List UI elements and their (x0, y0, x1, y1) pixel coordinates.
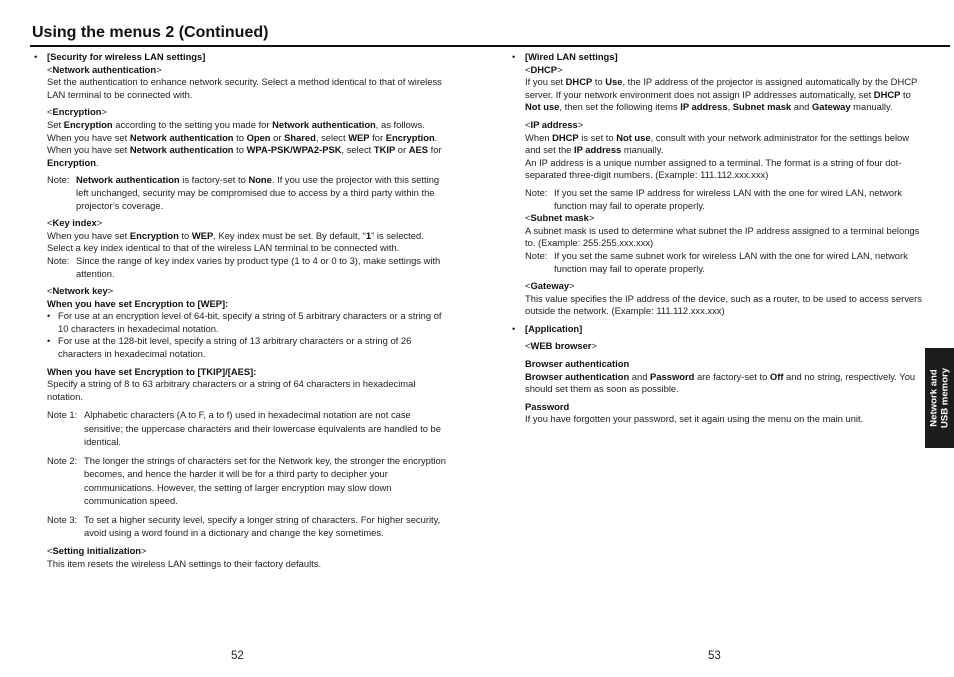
page-number-right: 53 (708, 650, 721, 662)
dhcp-heading: <DHCP> (525, 63, 563, 75)
subnet-mask-heading: <Subnet mask> (525, 212, 595, 224)
bullet-icon: • (34, 51, 38, 62)
ip-address-body-1: When DHCP is set to Not use, consult with your network administrator for the settings below and set the IP address manually. (525, 131, 910, 156)
note-2: Note 2: The longer the strings of characters set for the Network key, the stronger the encryption becomes, and hence the harder it will be for a third party to decipher your communications. However, the setting of larger encryption may slow down communication speed. (47, 454, 446, 507)
security-section-heading: • [Security for wireless LAN settings] (34, 51, 206, 62)
network-key-wep-item-2: • For use at the 128-bit level, specify a string of 13 arbitrary characters or a string of 26 characters in hexadecimal notation. (47, 335, 412, 360)
right-column (512, 51, 922, 426)
note-3: Note 3: To set a higher security level, specify a longer string of characters. For higher security, avoid using a word found in a dictionary and change the key sometimes. (47, 513, 441, 539)
page-number-left: 52 (231, 650, 244, 662)
gateway-heading: <Gateway> (525, 280, 575, 292)
setting-initialization-heading: <Setting initialization> (47, 544, 147, 556)
wired-lan-heading: • [Wired LAN settings] (512, 51, 618, 62)
setting-initialization-body: This item resets the wireless LAN settings to their factory defaults. (47, 557, 322, 569)
gateway-body: This value specifies the IP address of the device, such as a router, to be used to access servers outside the network. (Example: 111.112.xxx.xxx) (525, 292, 922, 317)
side-tab-line-1: Network and (928, 369, 939, 427)
web-browser-heading: <WEB browser> (525, 340, 597, 352)
security-section (34, 64, 449, 571)
dhcp-body: If you set DHCP to Use, the IP address of the projector is assigned automatically by the DHCP server. If your network environment does not assign IP addresses automatically, set DHCP to Not use, then set the following items IP address, Subnet mask and Gateway manually. (525, 76, 918, 113)
network-key-tkip-heading: When you have set Encryption to [TKIP]/[AES]: (47, 365, 257, 377)
note-1: Note 1: Alphabetic characters (A to F, a to f) used in hexadecimal notation are not case sensitive; the uppercase characters and their lowercase equivalents are handled to be identical. (47, 409, 441, 448)
encryption-note: Note: Network authentication is factory-set to None. If you use the projector with this setting left unchanged, security may be compromised due to access by a third party within the projector’s coverage. (47, 174, 440, 211)
network-key-heading: <Network key> (47, 285, 114, 297)
network-key-wep-item-1: • For use at an encryption level of 64-bit, specify a string of 5 arbitrary characters or a string of 10 characters in hexadecimal notation. (47, 310, 442, 334)
bullet-icon: • (512, 322, 516, 334)
network-key-tkip-body: Specify a string of 8 to 63 arbitrary characters or a string of 64 characters in hexadecimal notation. (47, 378, 416, 402)
network-authentication-body: Set the authentication to enhance network security. Select a method identical to that of wireless LAN terminal to be connected with. (47, 76, 442, 100)
application-heading: • [Application] (512, 322, 583, 334)
network-key-wep-heading: When you have set Encryption to [WEP]: (47, 297, 229, 309)
bullet-icon: • (512, 51, 516, 62)
browser-authentication-heading: Browser authentication (525, 358, 630, 370)
password-body: If you have forgotten your password, set it again using the menu on the main unit. (525, 413, 864, 425)
ip-address-heading: <IP address> (525, 118, 584, 130)
password-heading: Password (525, 400, 570, 412)
side-tab-line-2: USB memory (938, 367, 950, 429)
key-index-note: Note: Since the range of key index varies by product type (1 to 4 or 0 to 3), make settings with attention. (47, 254, 441, 279)
encryption-body-3: When you have set Network authentication to WPA-PSK/WPA2-PSK, select TKIP or AES for Encryption. (47, 144, 442, 168)
ip-address-body-2: An IP address is a unique number assigned to a terminal. The format is a string of four dot-separated three-digit numbers. (Example: 111.112.xxx.xxx) (525, 156, 902, 181)
subnet-mask-note: Note: If you set the same subnet work for wireless LAN with the one for wired LAN, network function may fail to operate properly. (525, 249, 908, 274)
browser-authentication-body: Browser authentication and Password are factory-set to Off and no string, respectively. You should set them as soon as possible. (525, 370, 916, 395)
encryption-body-1: Set Encryption according to the setting you made for Network authentication, as follows. (47, 118, 425, 130)
network-authentication-heading: <Network authentication> (47, 63, 162, 75)
section-side-tab (925, 348, 954, 448)
title-rule (30, 45, 950, 47)
encryption-body-2: When you have set Network authentication to Open or Shared, select WEP for Encryption. (47, 131, 438, 143)
page-title: Using the menus 2 (Continued) (32, 24, 269, 41)
ip-address-note: Note: If you set the same IP address for wireless LAN with the one for wired LAN, network function may fail to operate properly. (525, 186, 902, 211)
key-index-body: When you have set Encryption to WEP, Key index must be set. By default, “1” is selected. Select a key index identical to that of the wireless LAN terminal to be connected with. (47, 229, 424, 254)
wired-lan-section (512, 64, 922, 318)
subnet-mask-body: A subnet mask is used to determine what subnet the IP address assigned to a terminal belongs to. (Example: 255.255.xxx.xxx) (525, 224, 920, 249)
left-column (34, 51, 449, 570)
application-section (512, 335, 922, 426)
encryption-heading: <Encryption> (47, 106, 107, 118)
key-index-heading: <Key index> (47, 217, 103, 229)
